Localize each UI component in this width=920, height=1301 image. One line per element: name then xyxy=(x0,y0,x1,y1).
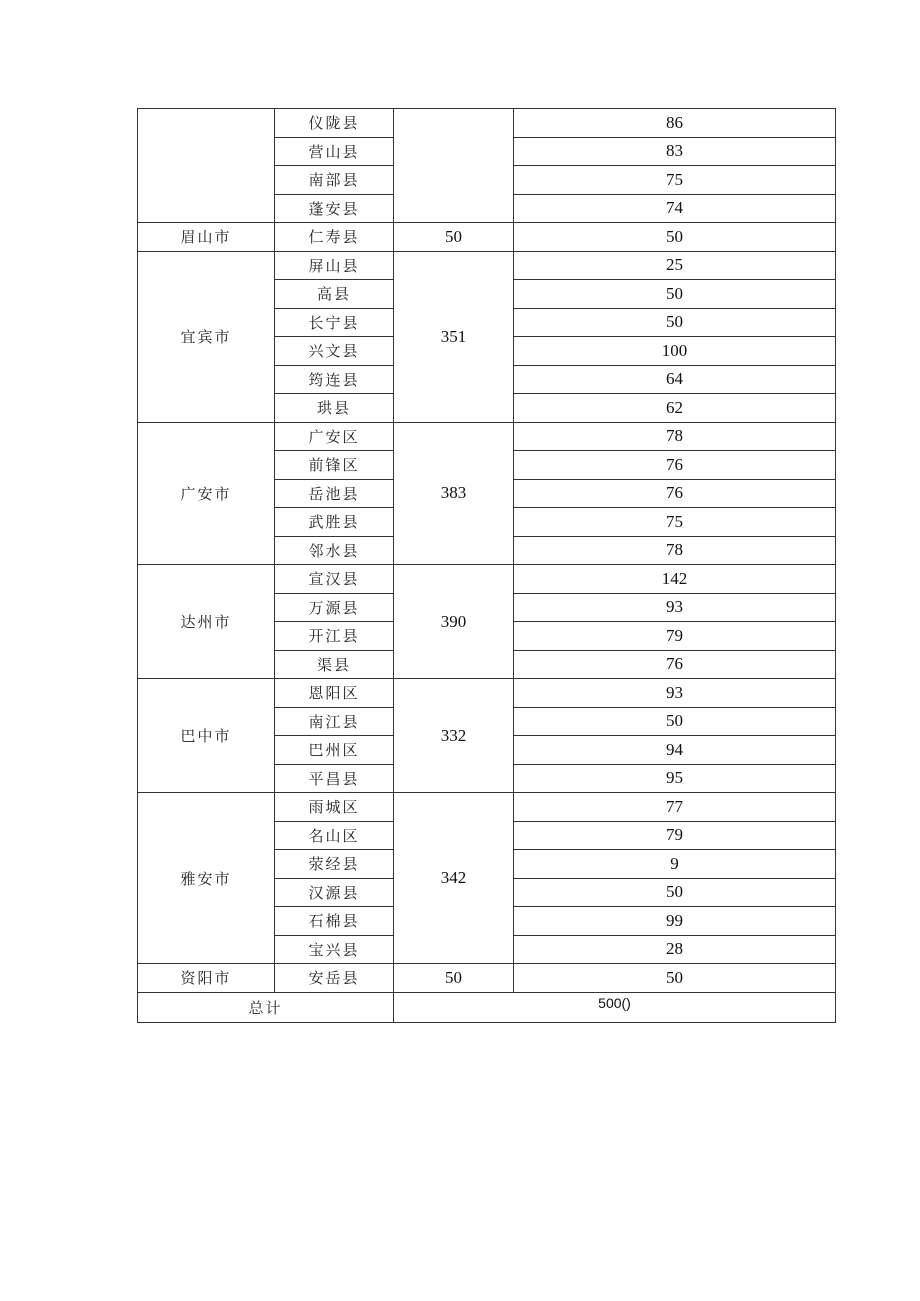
city-cell: 巴中市 xyxy=(138,679,275,793)
county-cell: 珙县 xyxy=(275,394,394,423)
table-row xyxy=(138,964,836,993)
county-value-cell: 75 xyxy=(514,508,836,537)
total-row xyxy=(138,992,836,1023)
county-value-cell: 50 xyxy=(514,707,836,736)
county-value-cell: 83 xyxy=(514,137,836,166)
county-cell: 营山县 xyxy=(275,137,394,166)
county-value-cell: 100 xyxy=(514,337,836,366)
table-row xyxy=(138,251,836,280)
county-cell: 屏山县 xyxy=(275,251,394,280)
county-cell: 雨城区 xyxy=(275,793,394,822)
county-value-cell: 93 xyxy=(514,679,836,708)
county-value-cell: 76 xyxy=(514,650,836,679)
county-value-cell: 94 xyxy=(514,736,836,765)
table-body xyxy=(138,109,836,1023)
table-row xyxy=(138,223,836,252)
county-value-cell: 50 xyxy=(514,308,836,337)
county-value-cell: 79 xyxy=(514,622,836,651)
county-cell: 渠县 xyxy=(275,650,394,679)
county-cell: 高县 xyxy=(275,280,394,309)
county-value-cell: 62 xyxy=(514,394,836,423)
county-cell: 邻水县 xyxy=(275,536,394,565)
city-total-cell: 332 xyxy=(394,679,514,793)
county-value-cell: 79 xyxy=(514,821,836,850)
county-value-cell: 142 xyxy=(514,565,836,594)
county-value-cell: 50 xyxy=(514,878,836,907)
county-value-cell: 28 xyxy=(514,935,836,964)
county-value-cell: 95 xyxy=(514,764,836,793)
county-cell: 恩阳区 xyxy=(275,679,394,708)
city-total-cell: 390 xyxy=(394,565,514,679)
county-value-cell: 99 xyxy=(514,907,836,936)
county-cell: 开江县 xyxy=(275,622,394,651)
county-cell: 广安区 xyxy=(275,422,394,451)
table-row xyxy=(138,565,836,594)
county-cell: 南部县 xyxy=(275,166,394,195)
city-cell: 资阳市 xyxy=(138,964,275,993)
table-row xyxy=(138,422,836,451)
county-cell: 仪陇县 xyxy=(275,109,394,138)
county-cell: 前锋区 xyxy=(275,451,394,480)
county-value-cell: 76 xyxy=(514,479,836,508)
county-value-cell: 86 xyxy=(514,109,836,138)
city-cell: 宜宾市 xyxy=(138,251,275,422)
county-cell: 宝兴县 xyxy=(275,935,394,964)
county-value-cell: 9 xyxy=(514,850,836,879)
county-cell: 巴州区 xyxy=(275,736,394,765)
county-value-cell: 76 xyxy=(514,451,836,480)
table-row xyxy=(138,679,836,708)
table-row xyxy=(138,793,836,822)
county-cell: 仁寿县 xyxy=(275,223,394,252)
county-value-cell: 50 xyxy=(514,223,836,252)
table-row xyxy=(138,109,836,138)
county-cell: 兴文县 xyxy=(275,337,394,366)
county-value-cell: 77 xyxy=(514,793,836,822)
county-value-cell: 25 xyxy=(514,251,836,280)
county-cell: 筠连县 xyxy=(275,365,394,394)
county-cell: 石棉县 xyxy=(275,907,394,936)
county-value-cell: 50 xyxy=(514,964,836,993)
city-total-cell: 383 xyxy=(394,422,514,565)
county-value-cell: 93 xyxy=(514,593,836,622)
county-cell: 武胜县 xyxy=(275,508,394,537)
city-total-cell: 342 xyxy=(394,793,514,964)
county-value-cell: 64 xyxy=(514,365,836,394)
city-total-cell: 50 xyxy=(394,223,514,252)
county-cell: 万源县 xyxy=(275,593,394,622)
city-total-cell: 351 xyxy=(394,251,514,422)
county-cell: 名山区 xyxy=(275,821,394,850)
city-cell: 广安市 xyxy=(138,422,275,565)
city-cell: 达州市 xyxy=(138,565,275,679)
county-cell: 长宁县 xyxy=(275,308,394,337)
county-cell: 岳池县 xyxy=(275,479,394,508)
allocation-table xyxy=(137,108,836,1023)
total-label: 总计 xyxy=(138,992,394,1023)
county-cell: 安岳县 xyxy=(275,964,394,993)
county-cell: 蓬安县 xyxy=(275,194,394,223)
county-cell: 汉源县 xyxy=(275,878,394,907)
county-value-cell: 74 xyxy=(514,194,836,223)
county-cell: 南江县 xyxy=(275,707,394,736)
city-cell: 眉山市 xyxy=(138,223,275,252)
city-total-cell xyxy=(394,109,514,223)
county-value-cell: 78 xyxy=(514,422,836,451)
city-cell: 雅安市 xyxy=(138,793,275,964)
county-value-cell: 75 xyxy=(514,166,836,195)
county-cell: 荥经县 xyxy=(275,850,394,879)
total-value: 500() xyxy=(394,992,836,1023)
county-value-cell: 50 xyxy=(514,280,836,309)
county-cell: 宣汉县 xyxy=(275,565,394,594)
county-cell: 平昌县 xyxy=(275,764,394,793)
city-total-cell: 50 xyxy=(394,964,514,993)
county-value-cell: 78 xyxy=(514,536,836,565)
city-cell xyxy=(138,109,275,223)
